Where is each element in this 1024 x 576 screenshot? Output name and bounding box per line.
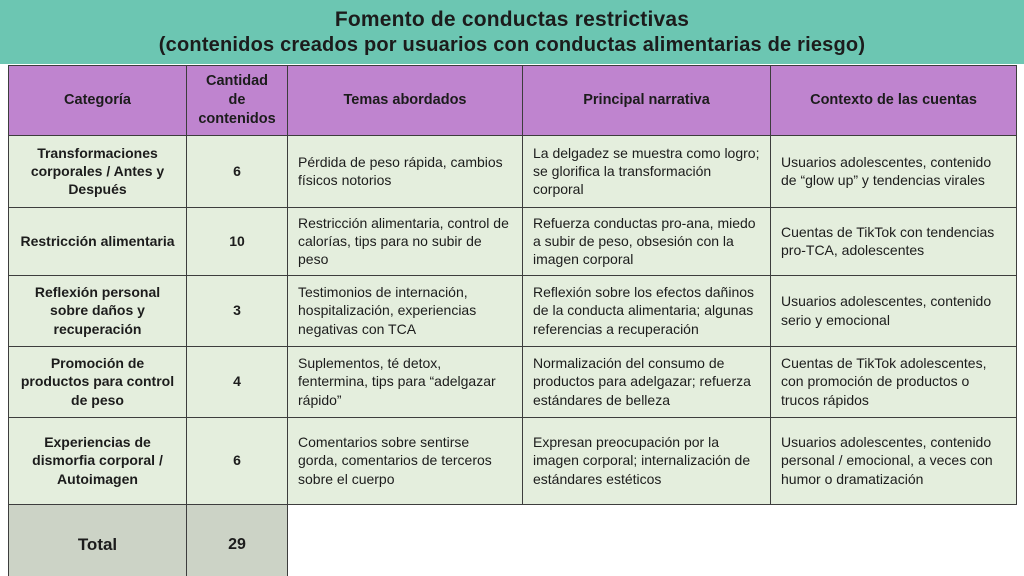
total-value: 29: [187, 504, 288, 576]
table-row: [9, 417, 1017, 504]
total-empty-cell: [288, 504, 1017, 576]
table-row: [9, 207, 1017, 275]
cell-cantidad: 10: [187, 207, 288, 275]
column-header-narrativa: Principal narrativa: [523, 66, 771, 136]
total-label: Total: [9, 504, 187, 576]
cell-categoria: Reflexión personal sobre daños y recuperación: [9, 275, 187, 346]
cell-temas: Restricción alimentaria, control de calorías, tips para no subir de peso: [288, 207, 523, 275]
table-row: [9, 135, 1017, 207]
cell-temas: Suplementos, té detox, fentermina, tips para “adelgazar rápido”: [288, 346, 523, 417]
cell-narrativa: Normalización del consumo de productos para adelgazar; refuerza estándares de belleza: [523, 346, 771, 417]
cell-temas: Comentarios sobre sentirse gorda, comentarios de terceros sobre el cuerpo: [288, 417, 523, 504]
cell-narrativa: Expresan preocupación por la imagen corporal; internalización de estándares estéticos: [523, 417, 771, 504]
cell-temas: Testimonios de internación, hospitalización, experiencias negativas con TCA: [288, 275, 523, 346]
cell-contexto: Usuarios adolescentes, contenido de “glow up” y tendencias virales: [771, 135, 1017, 207]
column-header-categoria: Categoría: [9, 66, 187, 136]
title-banner: [0, 0, 1024, 64]
cell-cantidad: 3: [187, 275, 288, 346]
cell-narrativa: La delgadez se muestra como logro; se glorifica la transformación corporal: [523, 135, 771, 207]
cell-narrativa: Reflexión sobre los efectos dañinos de la conducta alimentaria; algunas referencias a recuperación: [523, 275, 771, 346]
page-subtitle: (contenidos creados por usuarios con conductas alimentarias de riesgo): [158, 33, 866, 56]
cell-categoria: Experiencias de dismorfia corporal / Autoimagen: [9, 417, 187, 504]
cell-cantidad: 6: [187, 417, 288, 504]
cell-contexto: Cuentas de TikTok con tendencias pro-TCA, adolescentes: [771, 207, 1017, 275]
content-table: [8, 65, 1017, 576]
cell-contexto: Usuarios adolescentes, contenido personal / emocional, a veces con humor o dramatización: [771, 417, 1017, 504]
table-row: [9, 275, 1017, 346]
total-row: [9, 504, 1017, 576]
cell-temas: Pérdida de peso rápida, cambios físicos notorios: [288, 135, 523, 207]
page-title: Fomento de conductas restrictivas: [334, 7, 690, 31]
cell-contexto: Usuarios adolescentes, contenido serio y emocional: [771, 275, 1017, 346]
cell-cantidad: 4: [187, 346, 288, 417]
cell-categoria: Restricción alimentaria: [9, 207, 187, 275]
column-header-cantidad: Cantidad de contenidos: [187, 66, 288, 136]
cell-contexto: Cuentas de TikTok adolescentes, con promoción de productos o trucos rápidos: [771, 346, 1017, 417]
cell-cantidad: 6: [187, 135, 288, 207]
cell-narrativa: Refuerza conductas pro-ana, miedo a subir de peso, obsesión con la imagen corporal: [523, 207, 771, 275]
table-header-row: [9, 66, 1017, 136]
cell-categoria: Promoción de productos para control de peso: [9, 346, 187, 417]
cell-categoria: Transformaciones corporales / Antes y Después: [9, 135, 187, 207]
column-header-temas: Temas abordados: [288, 66, 523, 136]
table-row: [9, 346, 1017, 417]
column-header-contexto: Contexto de las cuentas: [771, 66, 1017, 136]
